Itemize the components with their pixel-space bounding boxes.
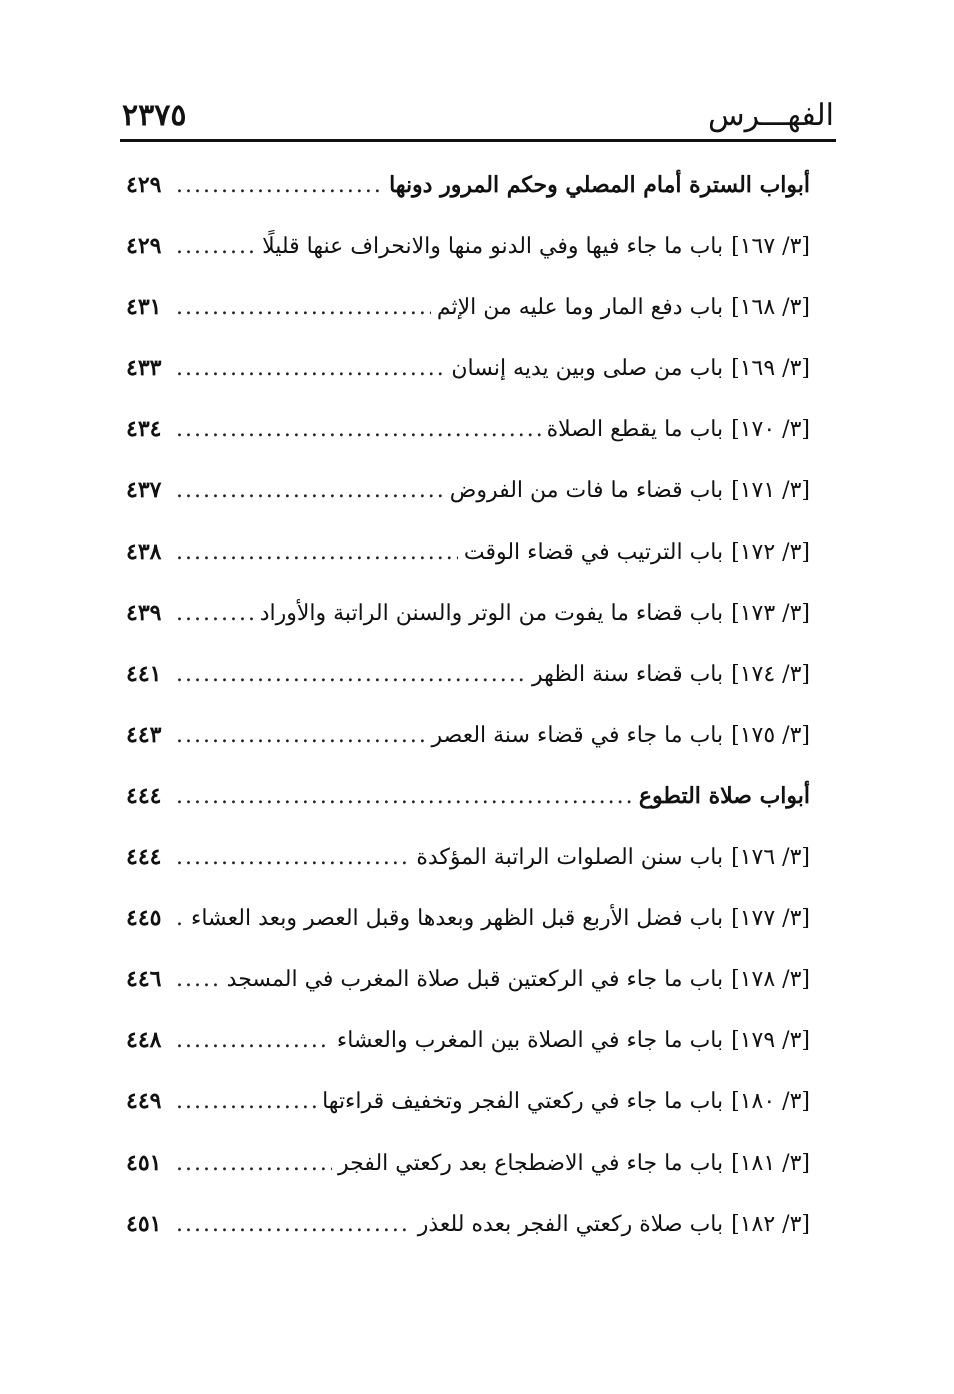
toc-entry-page: ٤٣٩ [126, 599, 162, 626]
dot-leader [176, 218, 256, 276]
toc-entry-title: باب ما جاء في الاضطجاع بعد ركعتي الفجر [337, 1150, 724, 1176]
table-of-contents [126, 156, 810, 1256]
toc-entry [126, 400, 810, 461]
dot-leader [176, 707, 425, 765]
toc-entry-ref: [٣/ ١٧٦] [731, 845, 810, 871]
header-divider [120, 139, 836, 142]
toc-entry [126, 1011, 810, 1072]
toc-entry-ref: [٣/ ١٧٩] [731, 1028, 810, 1054]
toc-entry-title: باب قضاء ما فات من الفروض [449, 478, 724, 504]
page-title: الفهـــرس [707, 98, 834, 133]
dot-leader [176, 340, 445, 398]
toc-entry-title: باب قضاء ما يفوت من الوتر والسنن الراتبة والأوراد [259, 600, 724, 626]
toc-entry-page: ٤٤٥ [126, 905, 162, 932]
toc-section-heading [126, 156, 810, 217]
dot-leader [176, 1135, 332, 1193]
toc-entry-title: باب الترتيب في قضاء الوقت [463, 539, 724, 565]
toc-entry-ref: [٣/ ١٧٠] [731, 417, 810, 443]
toc-entry-title: أبواب السترة أمام المصلي وحكم المرور دونها [389, 172, 810, 198]
toc-entry-page: ٤٣٤ [126, 416, 162, 443]
toc-entry [126, 1072, 810, 1133]
toc-entry-title: باب سنن الصلوات الراتبة المؤكدة [416, 845, 724, 871]
toc-entry-page: ٤٤٤ [126, 844, 162, 871]
dot-leader [176, 401, 541, 459]
toc-entry-page: ٤٤٦ [126, 966, 162, 993]
toc-entry-ref: [٣/ ١٧٥] [731, 722, 810, 748]
page-number: ٢٣٧٥ [122, 98, 187, 133]
toc-entry-ref: [٣/ ١٧٢] [731, 539, 810, 565]
toc-entry-title: باب دفع المار وما عليه من الإثم [436, 295, 724, 321]
toc-entry-title: باب ما جاء في قضاء سنة العصر [431, 722, 724, 748]
toc-entry-page: ٤٤٣ [126, 721, 162, 748]
toc-entry-ref: [٣/ ١٧٧] [731, 906, 810, 932]
toc-entry-title: باب ما جاء في الصلاة بين المغرب والعشاء [336, 1028, 724, 1054]
toc-entry-page: ٤٢٩ [126, 172, 162, 198]
dot-leader [176, 768, 633, 826]
toc-entry [126, 950, 810, 1011]
toc-entry [126, 645, 810, 706]
toc-entry [126, 278, 810, 339]
toc-entry-title: باب ما جاء في ركعتي الفجر وتخفيف قراءتها [322, 1089, 724, 1115]
toc-entry-page: ٤٤١ [126, 660, 162, 687]
toc-entry-title: باب قضاء سنة الظهر [531, 661, 724, 687]
toc-entry [126, 706, 810, 767]
toc-entry-page: ٤٣١ [126, 294, 162, 321]
toc-entry-page: ٤٤٨ [126, 1027, 162, 1054]
toc-entry-page: ٤٥١ [126, 1210, 162, 1237]
toc-entry [126, 461, 810, 522]
toc-entry-title: أبواب صلاة التطوع [638, 782, 810, 809]
dot-leader [176, 1073, 316, 1131]
toc-entry-page: ٤٤٩ [126, 1088, 162, 1115]
dot-leader [176, 524, 458, 582]
toc-entry-ref: [٣/ ١٧١] [731, 478, 810, 504]
toc-entry [126, 1134, 810, 1195]
dot-leader [176, 951, 221, 1009]
toc-entry-title: باب من صلى وبين يديه إنسان [451, 356, 724, 382]
toc-entry-page: ٤٥١ [126, 1149, 162, 1176]
dot-leader [176, 1012, 331, 1070]
dot-leader [176, 829, 410, 887]
toc-entry-ref: [٣/ ١٧٣] [731, 600, 810, 626]
toc-entry-ref: [٣/ ١٦٧] [731, 234, 810, 260]
toc-entry-page: ٤٤٤ [126, 782, 162, 809]
dot-leader [176, 462, 444, 520]
toc-entry [126, 828, 810, 889]
dot-leader [176, 1196, 412, 1254]
toc-entry [126, 217, 810, 278]
page-header [120, 96, 836, 140]
toc-entry [126, 339, 810, 400]
toc-entry-ref: [٣/ ١٦٨] [731, 295, 810, 321]
toc-entry-title: باب ما يقطع الصلاة [546, 417, 724, 443]
toc-entry-ref: [٣/ ١٦٩] [731, 356, 810, 382]
toc-section-heading [126, 767, 810, 828]
dot-leader [176, 157, 383, 215]
dot-leader [176, 585, 254, 643]
toc-entry [126, 889, 810, 950]
toc-entry-page: ٤٢٩ [126, 233, 162, 260]
toc-entry-ref: [٣/ ١٨٢] [731, 1211, 810, 1237]
toc-entry-title: باب صلاة ركعتي الفجر بعده للعذر [417, 1211, 724, 1237]
toc-entry [126, 1195, 810, 1256]
toc-entry-ref: [٣/ ١٧٤] [731, 661, 810, 687]
dot-leader [176, 890, 185, 948]
dot-leader [176, 646, 526, 704]
toc-entry-ref: [٣/ ١٨٠] [731, 1089, 810, 1115]
toc-entry-title: باب ما جاء في الركعتين قبل صلاة المغرب في المسجد [226, 967, 724, 993]
toc-entry-title: باب فضل الأربع قبل الظهر وبعدها وقبل العصر وبعد العشاء [191, 906, 724, 932]
dot-leader [176, 279, 431, 337]
toc-entry-page: ٤٣٧ [126, 477, 162, 504]
toc-entry [126, 523, 810, 584]
toc-entry-title: باب ما جاء فيها وفي الدنو منها والانحراف عنها قليلًا [262, 234, 724, 260]
toc-entry-page: ٤٣٨ [126, 538, 162, 565]
toc-entry-page: ٤٣٣ [126, 355, 162, 382]
toc-entry-ref: [٣/ ١٧٨] [731, 967, 810, 993]
toc-entry-ref: [٣/ ١٨١] [731, 1150, 810, 1176]
toc-entry [126, 584, 810, 645]
